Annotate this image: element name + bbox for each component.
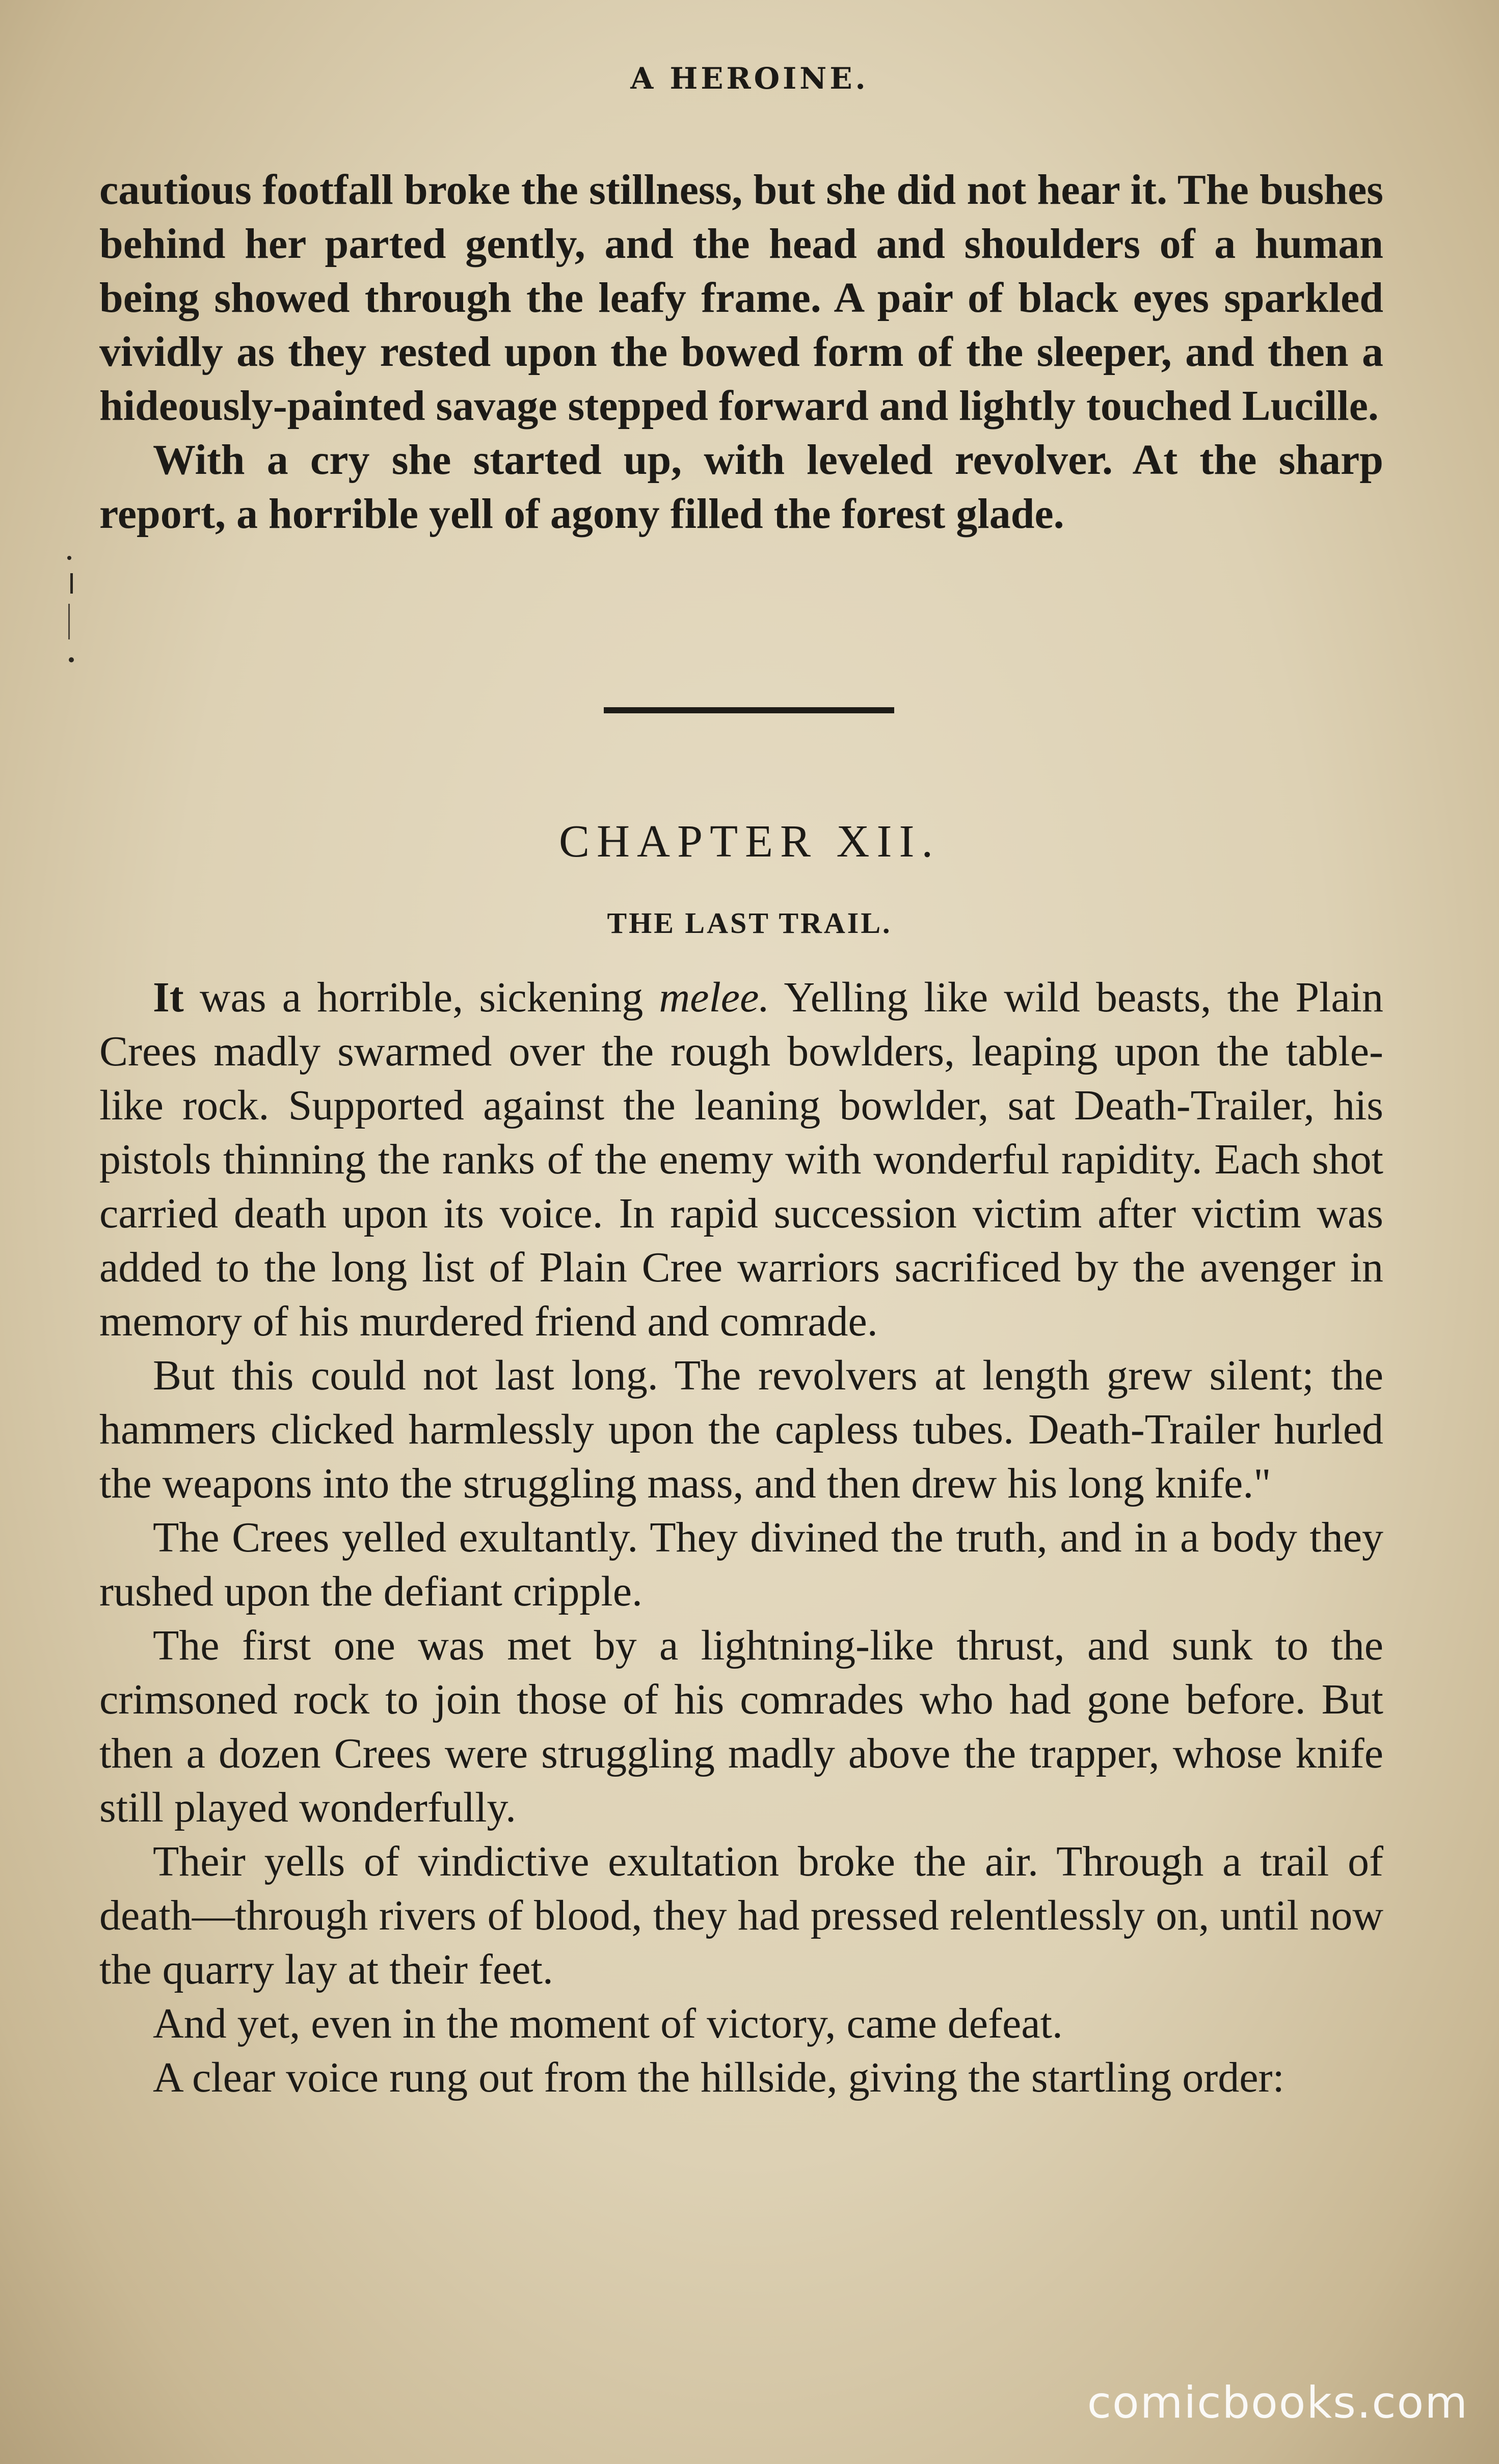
main-text-block — [99, 971, 1383, 2105]
paragraph-1 — [99, 971, 1383, 1349]
paragraph-7: A clear voice rung out from the hillside, giving the startling order: — [153, 2054, 1284, 2101]
paragraph-3: The Crees yelled exultantly. They divined the truth, and in a body they rushed upon the defiant cripple. — [99, 1514, 1383, 1615]
paragraph-1-text: was a horrible, sickening — [183, 974, 659, 1021]
paragraph-top-1: cautious footfall broke the stillness, but she did not hear it. The bushes behind her parted gently, and the head and shoulders of a human being showed through the leafy frame. A pair of black eyes sparkled vividly as they rested upon the bowed form of the sleeper, and then a hideously-painted savage stepped forward and lightly touched Lucille. — [99, 166, 1383, 430]
watermark: comicbooks.com — [1087, 2377, 1468, 2428]
paragraph-4: The first one was met by a lightning-like thrust, and sunk to the crimsoned rock to join those of his comrades who had gone before. But then a dozen Crees were struggling madly above the trapper, whose knife still played wonderfully. — [99, 1622, 1383, 1831]
paragraph-top-2: With a cry she started up, with leveled revolver. At the sharp report, a horrible yell of agony filled the forest glade. — [99, 436, 1383, 538]
running-head: A HEROINE. — [630, 61, 869, 96]
chapter-subtitle: THE LAST TRAIL. — [607, 906, 892, 940]
top-text-block — [99, 163, 1383, 541]
paragraph-1-emphasis: melee. — [659, 974, 770, 1021]
paragraph-5: Their yells of vindictive exultation broke the air. Through a trail of death—through rivers of blood, they had pressed relentlessly on, until now the quarry lay at their feet. — [99, 1838, 1383, 1993]
paragraph-2: But this could not last long. The revolvers at length grew silent; the hammers clicked harmlessly upon the capless tubes. Death-Trailer hurled the weapons into the struggling mass, and then drew his long knife." — [99, 1352, 1383, 1507]
margin-marks — [65, 553, 78, 670]
section-divider-rule — [604, 707, 894, 713]
paragraph-6: And yet, even in the moment of victory, came defeat. — [153, 2000, 1063, 2047]
paragraph-1-lead: It — [153, 974, 184, 1021]
chapter-title: CHAPTER XII. — [559, 816, 940, 867]
paragraph-1-rest: Yelling like wild beasts, the Plain Crees madly swarmed over the rough bowlders, leaping upon the table-like rock. Supported against the leaning bowlder, sat Death-Trailer, his pistols thinning the ranks of the enemy with wonderful rapidity. Each shot carried death upon its voice. In rapid succession victim after victim was added to the long list of Plain Cree warriors sacrificed by the avenger in memory of his murdered friend and comrade. — [99, 974, 1383, 1345]
